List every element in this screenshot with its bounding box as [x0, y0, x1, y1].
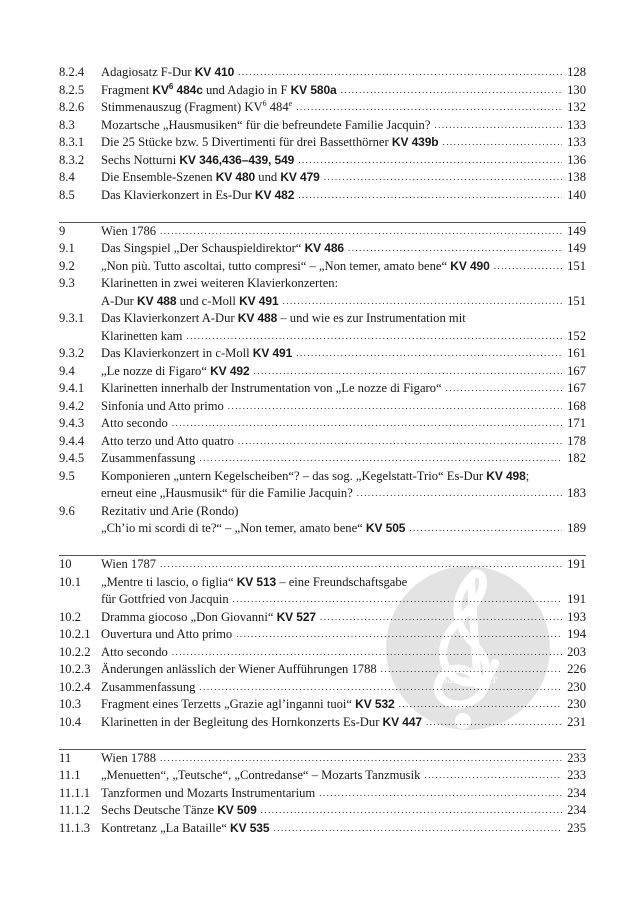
dot-leader [446, 380, 562, 398]
page-number: 136 [567, 152, 586, 167]
dot-leader [228, 398, 562, 416]
entry-title: Tanzformen und Mozarts Instrumentarium [101, 785, 316, 800]
entry-text [101, 380, 586, 398]
dot-leader [296, 99, 562, 117]
entry-number: 9.1 [59, 241, 75, 255]
superscript: 6 [262, 98, 267, 108]
kv-number: KV 491 [239, 293, 279, 308]
entry-title: Klarinetten in der Begleitung des Hornkonzerts Es-Dur KV 447 [101, 714, 422, 729]
toc-entry [59, 240, 586, 258]
page-number: 230 [567, 679, 586, 694]
toc-entry [59, 767, 586, 785]
toc-entry [59, 64, 586, 82]
toc-entry [59, 152, 586, 170]
toc-entry [59, 258, 586, 276]
toc-entry [59, 117, 586, 135]
page-number: 178 [567, 433, 586, 448]
entry-number: 9 [59, 223, 66, 238]
page-number: 132 [567, 100, 586, 114]
dot-leader [494, 258, 562, 276]
entry-title: Die 25 Stücke bzw. 5 Divertimenti für drei Bassetthörner KV 439b [101, 135, 439, 149]
page-number: 133 [567, 135, 586, 149]
toc-entry [59, 345, 586, 363]
kv-number: KV 535 [230, 820, 270, 835]
entry-title: Klarinetten in zwei weiteren Klavierkonzerten: [101, 276, 339, 290]
toc-entry [59, 293, 586, 311]
dot-leader [186, 328, 562, 346]
dot-leader [160, 223, 562, 241]
dot-leader [254, 363, 562, 381]
entry-number: 10.2.3 [59, 662, 91, 676]
page-number: 167 [567, 381, 586, 395]
entry-number: 9.4 [59, 363, 75, 378]
entry-title: Wien 1787 [101, 557, 157, 571]
entry-text [101, 802, 586, 820]
entry-number: 8.3.2 [59, 152, 85, 167]
dot-leader [409, 520, 562, 538]
entry-title: Klarinetten kam [101, 328, 183, 343]
kv-number: KV 491 [252, 346, 293, 360]
toc-entry [59, 82, 586, 100]
page-number: 128 [567, 65, 586, 79]
entry-title: „Menuetten“, „Teutsche“, „Contredanse“ – Mozarts Tanzmusik [101, 768, 421, 782]
page-number: 168 [567, 398, 586, 413]
page-number: 203 [567, 644, 586, 659]
entry-number: 10.2.4 [59, 679, 91, 694]
dot-leader [357, 485, 562, 503]
toc-entry [59, 363, 586, 381]
page-number: 230 [567, 697, 586, 711]
page-number: 138 [567, 170, 586, 184]
kv-number: KV 498 [486, 468, 526, 483]
entry-text [101, 152, 586, 170]
toc-entry [59, 187, 586, 205]
toc-entry [59, 750, 586, 768]
treble-clef-watermark-icon [383, 553, 553, 743]
toc-entry [59, 275, 586, 293]
entry-number: 8.2.4 [59, 65, 85, 79]
dot-leader [273, 820, 562, 838]
entry-text [101, 223, 586, 241]
entry-number: 8.2.5 [59, 82, 85, 97]
dot-leader [172, 415, 562, 433]
dot-leader [261, 802, 562, 820]
toc-entry [59, 785, 586, 803]
page-number: 140 [567, 187, 586, 202]
page-number: 133 [567, 117, 586, 132]
entry-number: 11.1 [59, 768, 81, 782]
superscript: 6 [168, 81, 174, 91]
page-number: 233 [567, 750, 586, 765]
entry-number: 10.2.1 [59, 627, 91, 641]
page-number: 182 [567, 451, 586, 465]
page-number: 152 [567, 328, 586, 343]
entry-number: 9.4.4 [59, 433, 85, 448]
entry-text [101, 82, 586, 100]
entry-title: Atto terzo und Atto quatro [101, 433, 234, 448]
entry-title: Klarinetten innerhalb der Instrumentation von „Le nozze di Figaro“ [101, 381, 442, 395]
entry-title: Kontretanz „La Bataille“ KV 535 [101, 820, 270, 835]
dot-leader [434, 117, 562, 135]
page-number: 234 [567, 803, 586, 817]
entry-text [101, 328, 586, 346]
entry-number: 8.3 [59, 117, 75, 132]
entry-title: Sechs Notturni KV 346,436–439, 549 [101, 152, 295, 167]
toc-entry [59, 99, 586, 117]
entry-title: „Le nozze di Figaro“ KV 492 [101, 363, 250, 378]
entry-text [101, 240, 586, 258]
entry-number: 11.1.1 [59, 785, 91, 800]
entry-title: Mozartsche „Hausmusiken“ für die befreundete Familie Jacquin? [101, 117, 431, 132]
entry-title: Komponieren „untern Kegelscheiben“? – das sog. „Kegelstatt-Trio“ Es-Dur KV 498; [101, 468, 530, 483]
page-number: 191 [567, 592, 586, 606]
kv-number: KV 532 [355, 697, 395, 711]
entry-title: erneut eine „Hausmusik“ für die Familie Jacquin? [101, 486, 353, 500]
page-number: 235 [567, 820, 586, 835]
dot-leader [298, 152, 562, 170]
kv-number: KV 580a [290, 82, 337, 97]
entry-number: 8.4 [59, 170, 75, 184]
entry-title: Dramma giocoso „Don Giovanni“ KV 527 [101, 609, 317, 624]
section-gap [59, 204, 586, 222]
entry-title: Das Klavierkonzert A-Dur KV 488 – und wie es zur Instrumentation mit [101, 311, 466, 325]
entry-number: 9.4.1 [59, 381, 85, 395]
entry-number: 9.4.3 [59, 416, 85, 430]
entry-text [101, 450, 586, 468]
entry-title: Änderungen anlässlich der Wiener Aufführungen 1788 [101, 662, 377, 676]
page-number: 233 [567, 768, 586, 782]
page-number: 130 [567, 82, 586, 97]
entry-number: 9.5 [59, 468, 75, 483]
entry-text [101, 520, 586, 538]
entry-number: 9.6 [59, 503, 75, 518]
dot-leader [319, 785, 562, 803]
entry-title: Ouvertura und Atto primo [101, 627, 233, 641]
entry-title: Sinfonia und Atto primo [101, 398, 224, 413]
toc-entry [59, 328, 586, 346]
dot-leader [160, 750, 562, 768]
entry-text [101, 169, 586, 187]
kv-number: KV 527 [276, 609, 317, 624]
entry-title: Atto secondo [101, 416, 168, 430]
dot-leader [348, 240, 562, 258]
toc-entry [59, 820, 586, 838]
entry-title: Zusammenfassung [101, 679, 196, 694]
entry-number: 11.1.3 [59, 820, 91, 835]
entry-title: Die Ensemble-Szenen KV 480 und KV 479 [101, 170, 320, 184]
entry-text [101, 310, 586, 328]
kv-number: KV 439b [391, 135, 439, 149]
kv-number: KV 513 [236, 574, 277, 589]
entry-number: 11.1.2 [59, 803, 91, 817]
entry-text [101, 820, 586, 838]
entry-number: 9.3.1 [59, 311, 85, 325]
toc-entry [59, 398, 586, 416]
entry-title: Das Singspiel „Der Schauspieldirektor“ KV 486 [101, 241, 344, 255]
entry-title: Zusammenfassung [101, 451, 196, 465]
entry-title: „Ch’io mi scordi di te?“ – „Non temer, amato bene“ KV 505 [101, 521, 406, 535]
toc-entry [59, 433, 586, 451]
page-number: 193 [567, 609, 586, 624]
page-number: 189 [567, 521, 586, 535]
entry-number: 10.1 [59, 574, 82, 589]
kv-number: KV 480 [215, 170, 256, 184]
entry-number: 10 [59, 557, 72, 571]
entry-title: Adagiosatz F-Dur KV 410 [101, 65, 235, 79]
page-number: 183 [567, 486, 586, 500]
page-number: 191 [567, 557, 586, 571]
kv-number: KV 505 [365, 521, 406, 535]
watermark-text: Bärenreiter [438, 671, 498, 686]
entry-number: 10.2 [59, 609, 82, 624]
dot-leader [199, 450, 562, 468]
toc-entry [59, 468, 586, 486]
entry-number: 8.2.6 [59, 100, 85, 114]
entry-number: 9.4.5 [59, 451, 85, 465]
toc-entry [59, 310, 586, 328]
page-number: 149 [567, 241, 586, 255]
entry-text [101, 433, 586, 451]
entry-text [101, 785, 586, 803]
kv-number: KV 486 [304, 241, 344, 255]
entry-number: 9.2 [59, 258, 75, 273]
entry-number: 10.4 [59, 714, 82, 729]
kv-number: KV 410 [194, 65, 235, 79]
entry-number: 11 [59, 750, 72, 765]
kv-number: KV 509 [217, 803, 257, 817]
page-number: 151 [567, 293, 586, 308]
entry-text [101, 258, 586, 276]
toc-entry [59, 223, 586, 241]
entry-title: „Non più. Tutto ascoltai, tutto compresi“ – „Non temer, amato bene“ KV 490 [101, 258, 490, 273]
entry-number: 9.3.2 [59, 346, 85, 360]
dot-leader [283, 293, 562, 311]
entry-text [101, 363, 586, 381]
entry-title: für Gottfried von Jacquin [101, 592, 229, 606]
entry-number: 9.3 [59, 276, 75, 290]
dot-leader [238, 433, 562, 451]
entry-text [101, 767, 586, 785]
entry-title: Wien 1788 [101, 750, 157, 765]
kv-number: KV 482 [254, 187, 295, 202]
entry-text [101, 99, 586, 117]
kv-number: KV 488 [137, 293, 177, 308]
toc-entry [59, 134, 586, 152]
entry-text [101, 503, 586, 521]
toc-entry [59, 485, 586, 503]
entry-title: Rezitativ und Arie (Rondo) [101, 503, 239, 518]
entry-title: Das Klavierkonzert in Es-Dur KV 482 [101, 187, 295, 202]
entry-title: Fragment $KV^6$ 484c und Adagio in F KV 580a [101, 81, 337, 97]
entry-text [101, 275, 586, 293]
entry-text [101, 134, 586, 152]
toc-entry [59, 520, 586, 538]
page-number: 194 [567, 627, 586, 641]
toc-entry [59, 169, 586, 187]
entry-title: Sechs Deutsche Tänze KV 509 [101, 803, 257, 817]
entry-number: 8.5 [59, 187, 75, 202]
page-number: 149 [567, 223, 586, 238]
entry-title: „Mentre ti lascio, o figlia“ KV 513 – eine Freundschaftsgabe [101, 574, 408, 589]
entry-text [101, 117, 586, 135]
page-number: 151 [567, 258, 586, 273]
entry-number: 9.4.2 [59, 398, 85, 413]
entry-text [101, 345, 586, 363]
toc-entry [59, 802, 586, 820]
entry-title: Das Klavierkonzert in c-Moll KV 491 [101, 346, 293, 360]
entry-number: 10.3 [59, 697, 82, 711]
toc-entry [59, 415, 586, 433]
entry-text [101, 468, 586, 486]
dot-leader [443, 134, 562, 152]
page-number: 231 [567, 714, 586, 729]
superscript: e [288, 98, 293, 108]
entry-title: Stimmenauszug (Fragment) $KV^6$ 484e [101, 98, 293, 114]
page-number: 167 [567, 363, 586, 378]
kv-number: KV 346,436–439, 549 [179, 152, 295, 167]
kv-number: KV 447 [382, 714, 422, 729]
entry-text [101, 293, 586, 311]
entry-title: Wien 1786 [101, 223, 157, 238]
page-number: 234 [567, 785, 586, 800]
toc-entry [59, 380, 586, 398]
entry-text [101, 398, 586, 416]
page-number: 171 [567, 416, 586, 430]
entry-number: 10.2.2 [59, 644, 91, 659]
kv-number: KV 490 [450, 258, 490, 273]
entry-number: 8.3.1 [59, 135, 85, 149]
page-number: 226 [567, 662, 586, 676]
kv-number: KV 488 [237, 311, 278, 325]
dot-leader [424, 767, 562, 785]
entry-text [101, 485, 586, 503]
dot-leader [298, 187, 562, 205]
kv-number: KV 479 [280, 170, 320, 184]
dot-leader [324, 169, 562, 187]
entry-text [101, 187, 586, 205]
entry-text [101, 415, 586, 433]
kv-number: $KV^6$ 484c [152, 81, 203, 97]
entry-text [101, 64, 586, 82]
dot-leader [341, 82, 562, 100]
dot-leader [296, 345, 562, 363]
entry-text [101, 750, 586, 768]
dot-leader [238, 64, 562, 82]
toc-entry [59, 450, 586, 468]
toc-entry [59, 503, 586, 521]
entry-title: Atto secondo [101, 644, 168, 659]
entry-title: Fragment eines Terzetts „Grazie agl’inganni tuoi“ KV 532 [101, 697, 395, 711]
kv-number: KV 492 [210, 363, 250, 378]
entry-title: A-Dur KV 488 und c-Moll KV 491 [101, 293, 279, 308]
page-number: 161 [567, 346, 586, 360]
